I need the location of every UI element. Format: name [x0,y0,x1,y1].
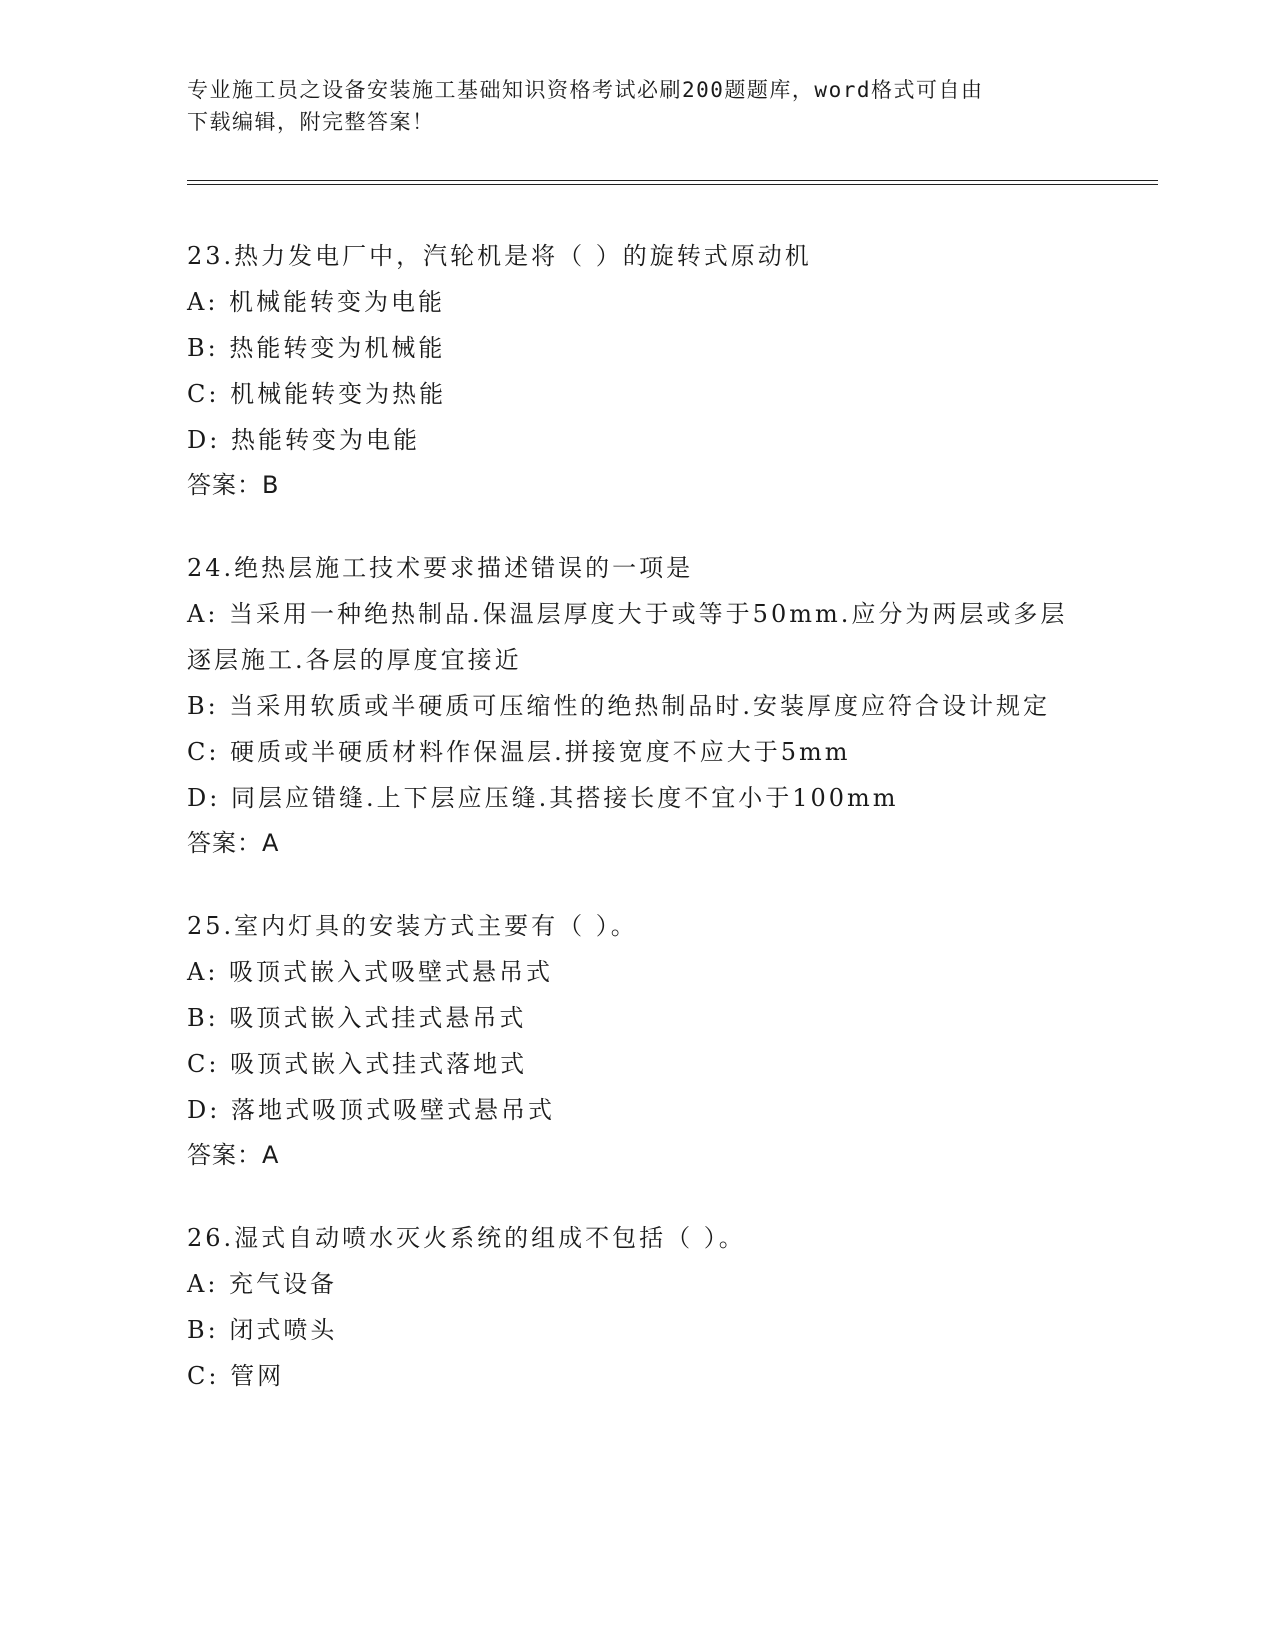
option-b: B: 当采用软质或半硬质可压缩性的绝热制品时.安装厚度应符合设计规定 [187,692,1050,720]
question-list [187,233,1087,1437]
option-c: C: 吸顶式嵌入式挂式落地式 [187,1050,528,1078]
intro-line-1: 专业施工员之设备安装施工基础知识资格考试必刷200题题库，word格式可自由 [187,78,984,102]
intro-line-2: 下载编辑，附完整答案！ [187,110,435,134]
option-a: A: 当采用一种绝热制品.保温层厚度大于或等于50mm.应分为两层或多层逐层施工.各层的厚度宜接近 [187,600,1068,674]
header-divider-bottom [187,184,1158,185]
option-c: C: 管网 [187,1362,285,1390]
option-a: A: 机械能转变为电能 [187,288,446,316]
question-stem: 23.热力发电厂中，汽轮机是将（ ）的旋转式原动机 [187,242,812,270]
answer-line: 答案：A [187,1141,280,1169]
option-b: B: 热能转变为机械能 [187,334,446,362]
option-d: D: 落地式吸顶式吸壁式悬吊式 [187,1096,555,1124]
question-26 [187,1215,1087,1399]
option-a: A: 吸顶式嵌入式吸壁式悬吊式 [187,958,554,986]
option-b: B: 吸顶式嵌入式挂式悬吊式 [187,1004,527,1032]
answer-line: 答案：B [187,471,280,499]
question-stem: 26.湿式自动喷水灭火系统的组成不包括（ ）。 [187,1224,746,1252]
question-24 [187,545,1087,865]
option-d: D: 热能转变为电能 [187,426,420,454]
question-stem: 25.室内灯具的安装方式主要有（ ）。 [187,912,638,940]
option-c: C: 机械能转变为热能 [187,380,447,408]
option-c: C: 硬质或半硬质材料作保温层.拼接宽度不应大于5mm [187,738,851,766]
option-b: B: 闭式喷头 [187,1316,338,1344]
answer-line: 答案：A [187,829,280,857]
question-23 [187,233,1087,507]
option-a: A: 充气设备 [187,1270,338,1298]
option-d: D: 同层应错缝.上下层应压缝.其搭接长度不宜小于100mm [187,784,899,812]
header-divider-top [187,180,1158,181]
question-stem: 24.绝热层施工技术要求描述错误的一项是 [187,554,694,582]
question-25 [187,903,1087,1177]
document-header [187,74,1087,138]
